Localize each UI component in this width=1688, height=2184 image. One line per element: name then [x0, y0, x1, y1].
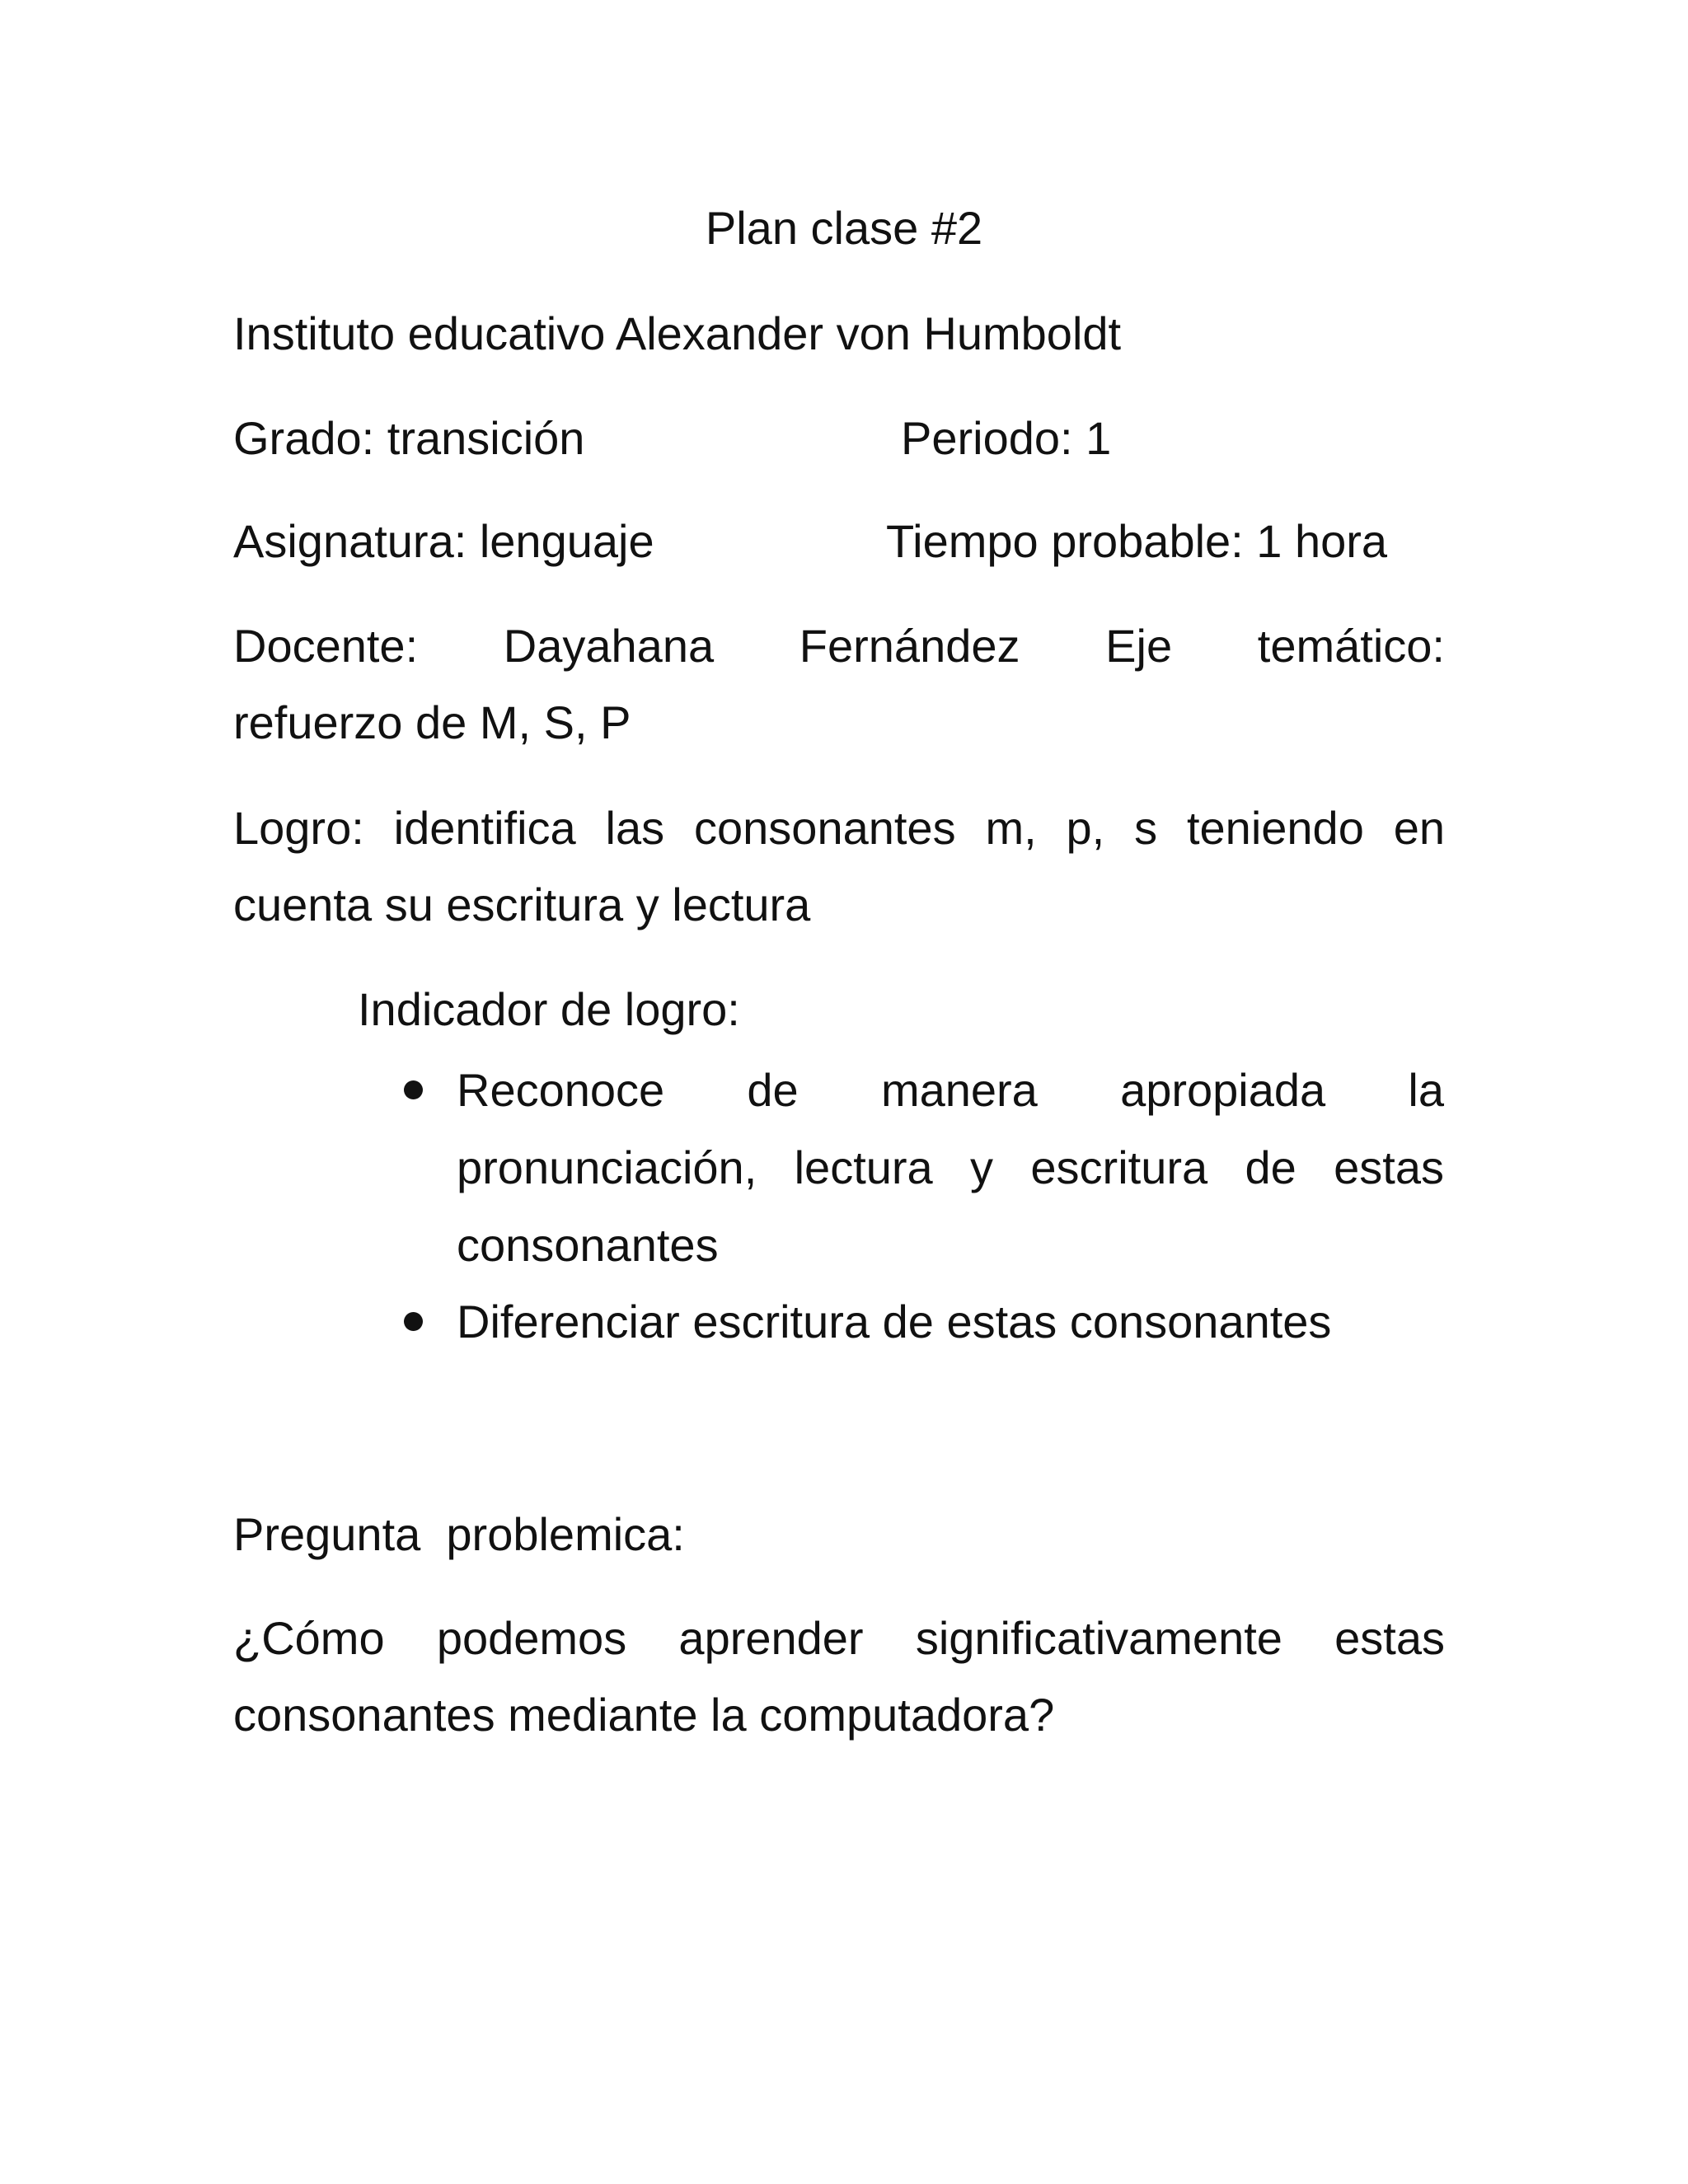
indicador-title: Indicador de logro:	[358, 983, 740, 1035]
docente-line: Docente: Dayahana Fernández Eje temático:	[233, 620, 1445, 672]
bullet-icon	[404, 1080, 423, 1099]
logro-line-continued: cuenta su escritura y lectura	[233, 879, 811, 930]
asignatura-label: Asignatura: lenguaje	[233, 515, 654, 567]
pregunta-line: ¿Cómo podemos aprender significativamente estas	[233, 1612, 1445, 1664]
indicator-text	[457, 1052, 1444, 1284]
indicator-line: Reconoce de manera apropiada la	[457, 1064, 1444, 1116]
logro-line: Logro: identifica las consonantes m, p, s teniendo en	[233, 802, 1445, 854]
page-title: Plan clase #2	[705, 202, 983, 254]
tiempo-probable-label: Tiempo probable: 1 hora	[886, 515, 1388, 567]
indicator-line: Diferenciar escritura de estas consonantes	[457, 1296, 1332, 1347]
periodo-label: Periodo: 1	[901, 412, 1112, 464]
indicator-text	[457, 1283, 1444, 1361]
bullet-icon	[404, 1312, 423, 1331]
institution-name: Instituto educativo Alexander von Humboldt	[233, 307, 1122, 359]
eje-tematico-line: refuerzo de M, S, P	[233, 696, 631, 748]
pregunta-title: Pregunta problemica:	[233, 1508, 685, 1560]
grado-label: Grado: transición	[233, 412, 585, 464]
pregunta-line-continued: consonantes mediante la computadora?	[233, 1689, 1055, 1741]
indicator-line: consonantes	[457, 1219, 719, 1271]
indicator-line: pronunciación, lectura y escritura de estas	[457, 1141, 1444, 1193]
